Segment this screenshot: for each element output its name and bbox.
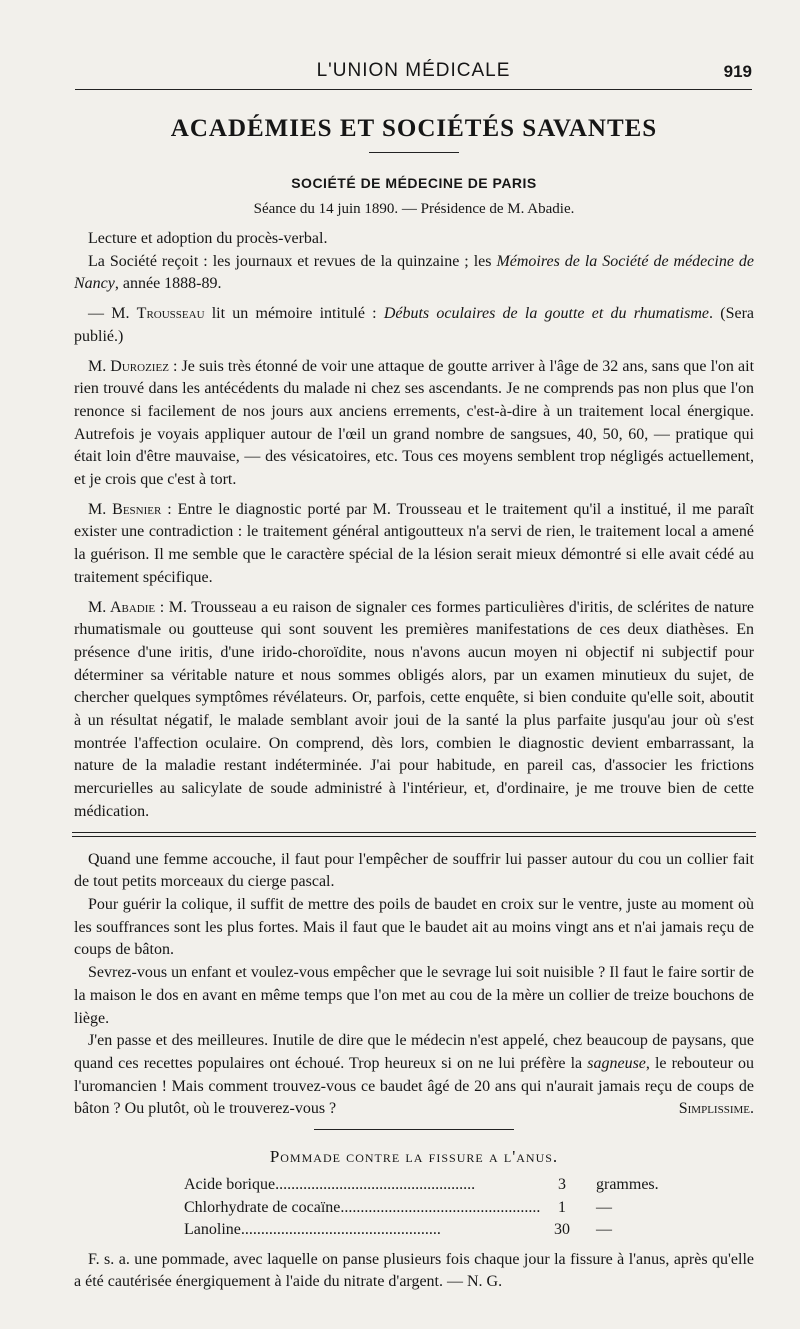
memoir-title: Débuts oculaires de la goutte et du rhumatisme xyxy=(383,305,710,323)
ingredient-unit: — xyxy=(596,1221,612,1239)
italic-term: sagneuse xyxy=(587,1054,646,1072)
ingredient-list xyxy=(184,1174,754,1242)
ingredient-name: Chlorhydrate de cocaïne xyxy=(184,1198,341,1216)
dot-leader: .................................................. xyxy=(340,1198,541,1216)
running-title: L'UNION MÉDICALE xyxy=(316,60,511,81)
text-run: — M. xyxy=(88,305,137,323)
besnier-paragraph xyxy=(74,499,754,590)
folklore-paragraph: Sevrez-vous un enfant et voulez-vous empêcher que le sevrage lui soit nuisible ? Il faut le faire sortir de la maison le dos en avant en même temps que l'on met au cou de la mère un collier de treize bouchons de liège. xyxy=(74,964,754,1027)
text-run: J'en passe et des meilleures. Inutile de dire que le médecin n'est appelé, chez beaucoup de paysans, que quand ces recettes populaires ont échoué. Trop heureux si on ne lui préfère la xyxy=(74,1032,754,1072)
folklore-paragraph xyxy=(74,1030,754,1121)
text-run: : Je suis très étonné de voir une attaque de goutte arriver à l'âge de 32 ans, sans que l'on ait rien trouvé dans les antécédents du malade ni chez ses ascendants. Je ne comprends pas non plus que l'on renonce si facilement de nos jours aux anciens errements, c'est-à-dire à un traitement local énergique. Autrefois je voyais appliquer autour de l'œil un grand nombre de sangsues, 40, 50, 60, — pratique qui était loin d'être mauvaise, — des vésicatoires, etc. Tous ces moyens semblent trop négligés actuellement, et je crois que c'est à tort. xyxy=(74,357,755,489)
ingredient-row xyxy=(184,1219,754,1242)
page-content xyxy=(74,112,754,1294)
ingredient-row xyxy=(184,1197,754,1220)
text-run: : M. Trousseau a eu raison de signaler ces formes particulières d'iritis, de sclérites de nature rhumatismale ou goutteuse qui sont souvent les premières manifestations de ces deux diathèses. En présence d'une iritis, d'une irido-choroïdite, nous n'avons aucun moyen ni objectif ni subjectif pour déterminer sa véritable nature et nous sommes obligés alors, par un examen minutieux du sujet, de chercher quelques symptômes révélateurs. Or, parfois, cette enquête, si bien conduite qu'elle soit, aboutit à un résultat négatif, le malade semblant avoir joui de la santé la plus parfaite jusqu'au jour où s'est montrée l'affection oculaire. On comprend, dès lors, combien le diagnostic devient embarrassant, la nature de la maladie restant indéterminée. J'ai pour habitude, en pareil cas, d'associer les frictions mercurielles au salicylate de soude administré à l'intérieur, et, d'ordinaire, je me trouve bien de cette médication. xyxy=(74,598,754,820)
speaker-name: M. Abadie xyxy=(88,598,156,616)
text-run: La Société reçoit : les journaux et revues de la quinzaine ; les xyxy=(88,252,497,270)
section-divider xyxy=(72,832,756,837)
society-heading: SOCIÉTÉ DE MÉDECINE DE PARIS xyxy=(291,175,537,191)
text-run: : Entre le diagnostic porté par M. Trousseau et le traitement qu'il a institué, il me paraît exister une contradiction : le traitement général antigoutteux n'a servi de rien, le traitement local a amené la guérison. Il me semble que le caractère spécial de la lésion serait mieux démontré si elle avait cédé au traitement spécifique. xyxy=(74,500,754,586)
section-title: ACADÉMIES ET SOCIÉTÉS SAVANTES xyxy=(170,115,658,142)
ingredient-row xyxy=(184,1174,754,1197)
minutes-paragraph: Lecture et adoption du procès-verbal. xyxy=(88,230,328,247)
title-divider xyxy=(369,152,459,153)
ingredient-unit: — xyxy=(596,1198,612,1216)
session-line: Séance du 14 juin 1890. — Présidence de M. Abadie. xyxy=(253,201,575,217)
text-run: . (Sera publié.) xyxy=(74,305,754,345)
ingredient-name: Lanoline xyxy=(184,1221,241,1239)
ingredient-name-cell xyxy=(184,1197,542,1220)
dot-leader: .................................................. xyxy=(275,1176,476,1194)
speaker-name: M. Duroziez xyxy=(88,357,169,375)
text-run: lit un mémoire intitulé : xyxy=(204,305,384,323)
dot-leader: .................................................. xyxy=(240,1221,441,1239)
ingredient-qty: 30 xyxy=(554,1221,570,1239)
text-run: , le rebouteur ou l'uromancien ! Mais comment trouvez-vous ce baudet âgé de 20 ans qui n'aurait jamais reçu de coups de bâton ? Ou plutôt, où le trouverez-vous ? xyxy=(74,1054,754,1118)
recipe-title: Pommade contre la fissure a l'anus. xyxy=(269,1147,559,1167)
ingredient-qty: 3 xyxy=(558,1176,566,1194)
signature: Simplissime. xyxy=(678,1100,754,1118)
folklore-paragraph: Quand une femme accouche, il faut pour l'empêcher de souffrir lui passer autour du cou un collier fait de tout petits morceaux du cierge pascal. xyxy=(74,850,754,891)
text-run: , année 1888-89. xyxy=(114,275,222,293)
page-number: 919 xyxy=(723,62,752,81)
abadie-paragraph xyxy=(74,597,754,824)
recipe-instructions: F. s. a. une pommade, avec laquelle on panse plusieurs fois chaque jour la fissure à l'anus, après qu'elle a été cautérisée énergiquement à l'aide du nitrate d'argent. — N. G. xyxy=(74,1250,754,1291)
publication-title: Mémoires de la Société de médecine de Nancy xyxy=(74,252,754,293)
duroziez-paragraph xyxy=(74,356,754,492)
recipe-divider xyxy=(314,1129,514,1130)
ingredient-name: Acide borique xyxy=(184,1176,276,1194)
ingredient-name-cell xyxy=(184,1219,542,1242)
memoir-paragraph xyxy=(74,303,754,348)
ingredient-qty: 1 xyxy=(558,1198,566,1216)
page-header xyxy=(75,55,752,90)
ingredient-unit: grammes. xyxy=(596,1176,659,1194)
correspondence-paragraph xyxy=(74,251,754,296)
ingredient-name-cell xyxy=(184,1174,542,1197)
speaker-name: Trousseau xyxy=(136,305,205,323)
folklore-paragraph: Pour guérir la colique, il suffit de mettre des poils de baudet en croix sur le ventre, juste au moment où les souffrances sont les plus fortes. Mais il faut que le baudet ait au moins vingt ans et n'ai jamais reçu de coups de bâton. xyxy=(74,895,754,959)
speaker-name: M. Besnier xyxy=(88,500,162,518)
